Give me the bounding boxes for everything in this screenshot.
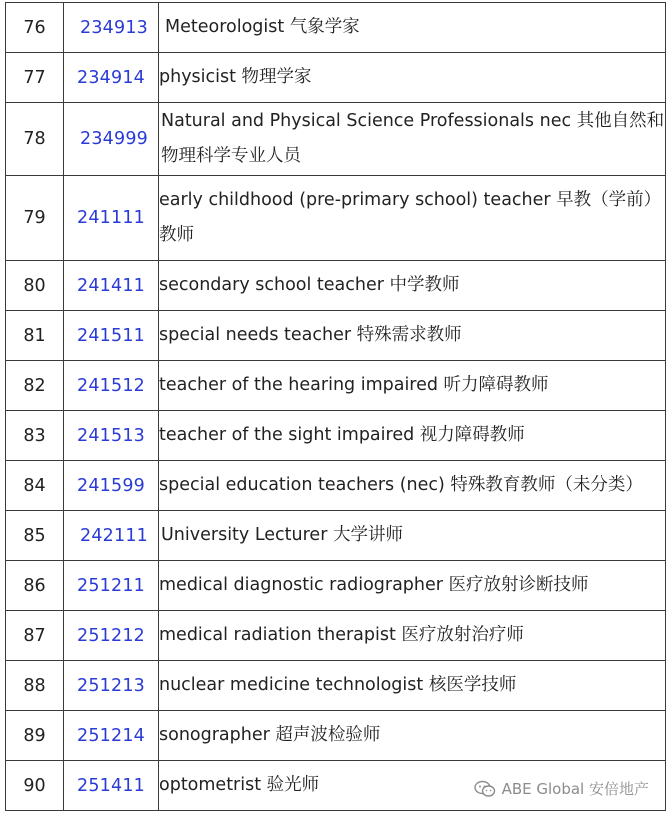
row-number: 84: [6, 461, 64, 511]
table-row: [6, 3, 666, 53]
occupation-name: Meteorologist 气象学家: [159, 3, 666, 53]
row-number: 78: [6, 103, 64, 176]
row-number: 81: [6, 311, 64, 361]
occupation-name: University Lecturer 大学讲师: [159, 511, 666, 561]
occupation-code: 251214: [64, 711, 159, 761]
table-row: [6, 511, 666, 561]
occupation-name: medical radiation therapist 医疗放射治疗师: [159, 611, 666, 661]
watermark: [474, 778, 649, 799]
table-row: [6, 311, 666, 361]
table-row: [6, 411, 666, 461]
occupation-code: 241411: [64, 261, 159, 311]
occupation-code: 241512: [64, 361, 159, 411]
occupation-code: 234914: [64, 53, 159, 103]
row-number: 85: [6, 511, 64, 561]
occupation-code: 241111: [64, 176, 159, 261]
row-number: 79: [6, 176, 64, 261]
table-row: [6, 176, 666, 261]
occupation-code: 251212: [64, 611, 159, 661]
table-row: [6, 461, 666, 511]
occupation-name: nuclear medicine technologist 核医学技师: [159, 661, 666, 711]
row-number: 77: [6, 53, 64, 103]
table-row: [6, 53, 666, 103]
occupation-name: sonographer 超声波检验师: [159, 711, 666, 761]
row-number: 86: [6, 561, 64, 611]
table-row: [6, 361, 666, 411]
table-row: [6, 611, 666, 661]
table-row: [6, 103, 666, 176]
occupation-name: secondary school teacher 中学教师: [159, 261, 666, 311]
occupation-name: optometrist 验光师: [159, 761, 666, 811]
table-row: [6, 261, 666, 311]
row-number: 88: [6, 661, 64, 711]
occupation-name: early childhood (pre-primary school) teacher 早教（学前）教师: [159, 176, 666, 261]
occupation-name: special education teachers (nec) 特殊教育教师（未分类）: [159, 461, 666, 511]
table-row: [6, 661, 666, 711]
occupation-name: physicist 物理学家: [159, 53, 666, 103]
occupation-code: 251411: [64, 761, 159, 811]
row-number: 83: [6, 411, 64, 461]
row-number: 89: [6, 711, 64, 761]
table-row: [6, 711, 666, 761]
occupation-code: 241513: [64, 411, 159, 461]
table-row: [6, 561, 666, 611]
row-number: 82: [6, 361, 64, 411]
occupation-name: medical diagnostic radiographer 医疗放射诊断技师: [159, 561, 666, 611]
occupation-code: 251213: [64, 661, 159, 711]
row-number: 90: [6, 761, 64, 811]
occupation-code: 241599: [64, 461, 159, 511]
watermark-text: ABE Global 安倍地产: [501, 780, 649, 798]
row-number: 76: [6, 3, 64, 53]
occupation-code: 251211: [64, 561, 159, 611]
occupation-code: 242111: [64, 511, 159, 561]
occupation-name: special needs teacher 特殊需求教师: [159, 311, 666, 361]
occupation-name: teacher of the hearing impaired 听力障碍教师: [159, 361, 666, 411]
occupation-name: teacher of the sight impaired 视力障碍教师: [159, 411, 666, 461]
row-number: 87: [6, 611, 64, 661]
occupation-name: Natural and Physical Science Professionals nec 其他自然和物理科学专业人员: [159, 103, 666, 176]
occupation-code: 234913: [64, 3, 159, 53]
occupation-code: 234999: [64, 103, 159, 176]
row-number: 80: [6, 261, 64, 311]
occupation-table: [5, 2, 666, 811]
wechat-icon: [474, 780, 496, 798]
occupation-code: 241511: [64, 311, 159, 361]
